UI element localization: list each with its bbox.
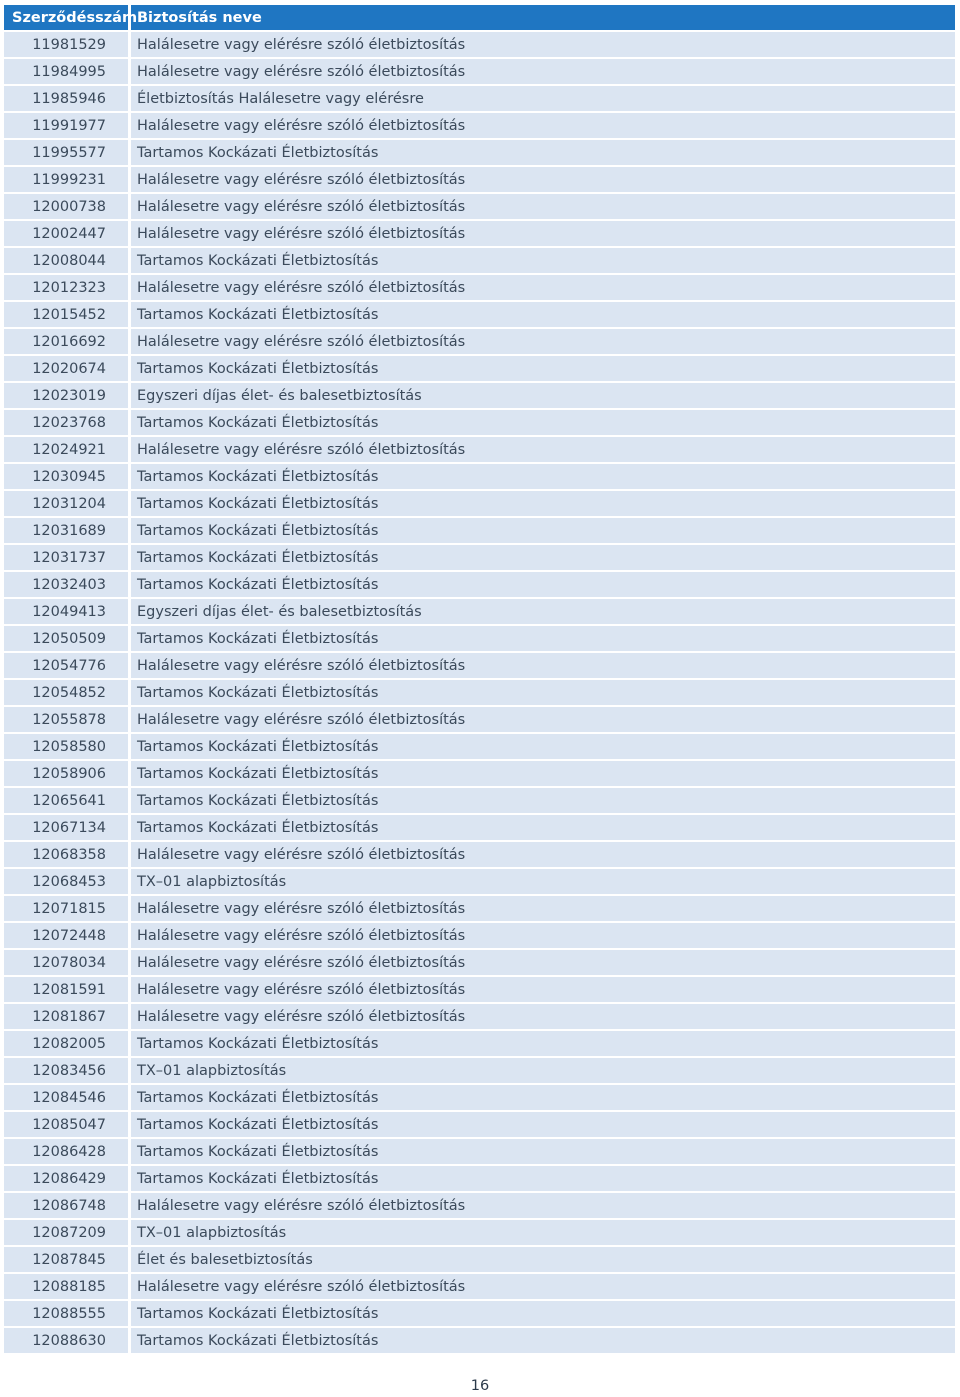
insurance-name-cell: Tartamos Kockázati Életbiztosítás (128, 788, 955, 813)
table-row (4, 437, 955, 462)
table-row (4, 383, 955, 408)
table-row (4, 815, 955, 840)
contract-number-cell: 12058906 (4, 761, 128, 786)
insurance-name-cell: Tartamos Kockázati Életbiztosítás (128, 1328, 955, 1353)
insurance-name-cell: Halálesetre vagy elérésre szóló életbiztosítás (128, 275, 955, 300)
contract-table (4, 3, 955, 1355)
contract-table-container (4, 3, 955, 1355)
insurance-name-cell: Tartamos Kockázati Életbiztosítás (128, 1166, 955, 1191)
table-row (4, 626, 955, 651)
contract-number-cell: 12085047 (4, 1112, 128, 1137)
table-row (4, 599, 955, 624)
contract-number-cell: 12031204 (4, 491, 128, 516)
contract-number-cell: 12002447 (4, 221, 128, 246)
contract-number-cell: 12058580 (4, 734, 128, 759)
insurance-name-cell: Tartamos Kockázati Életbiztosítás (128, 491, 955, 516)
insurance-name-cell: Halálesetre vagy elérésre szóló életbiztosítás (128, 707, 955, 732)
insurance-name-cell: TX–01 alapbiztosítás (128, 869, 955, 894)
contract-number-cell: 12015452 (4, 302, 128, 327)
insurance-name-cell: Halálesetre vagy elérésre szóló életbiztosítás (128, 1004, 955, 1029)
insurance-name-cell: Halálesetre vagy elérésre szóló életbiztosítás (128, 437, 955, 462)
insurance-name-cell: Tartamos Kockázati Életbiztosítás (128, 518, 955, 543)
table-row (4, 923, 955, 948)
contract-number-cell: 12065641 (4, 788, 128, 813)
page-number: 16 (470, 1378, 490, 1394)
insurance-name-cell: Egyszeri díjas élet- és balesetbiztosítás (128, 599, 955, 624)
table-row (4, 680, 955, 705)
table-row (4, 1301, 955, 1326)
table-row (4, 329, 955, 354)
column-header-insurance-name: Biztosítás neve (128, 5, 955, 30)
table-row (4, 1085, 955, 1110)
contract-number-cell: 12012323 (4, 275, 128, 300)
table-row (4, 1031, 955, 1056)
insurance-name-cell: Halálesetre vagy elérésre szóló életbiztosítás (128, 1193, 955, 1218)
table-row (4, 1004, 955, 1029)
table-row (4, 113, 955, 138)
insurance-name-cell: Halálesetre vagy elérésre szóló életbiztosítás (128, 842, 955, 867)
contract-number-cell: 11984995 (4, 59, 128, 84)
table-row (4, 32, 955, 57)
table-row (4, 1058, 955, 1083)
table-row (4, 275, 955, 300)
contract-number-cell: 12088630 (4, 1328, 128, 1353)
contract-number-cell: 12024921 (4, 437, 128, 462)
table-row (4, 1166, 955, 1191)
insurance-name-cell: Egyszeri díjas élet- és balesetbiztosítás (128, 383, 955, 408)
table-row (4, 977, 955, 1002)
contract-number-cell: 12067134 (4, 815, 128, 840)
header-row (4, 5, 955, 30)
contract-number-cell: 12086748 (4, 1193, 128, 1218)
contract-number-cell: 11999231 (4, 167, 128, 192)
contract-number-cell: 12050509 (4, 626, 128, 651)
insurance-name-cell: Halálesetre vagy elérésre szóló életbiztosítás (128, 32, 955, 57)
table-header (4, 5, 955, 30)
contract-number-cell: 12071815 (4, 896, 128, 921)
table-row (4, 572, 955, 597)
insurance-name-cell: Halálesetre vagy elérésre szóló életbiztosítás (128, 194, 955, 219)
insurance-name-cell: Tartamos Kockázati Életbiztosítás (128, 356, 955, 381)
insurance-name-cell: Tartamos Kockázati Életbiztosítás (128, 1031, 955, 1056)
contract-number-cell: 12016692 (4, 329, 128, 354)
insurance-name-cell: Tartamos Kockázati Életbiztosítás (128, 545, 955, 570)
table-row (4, 950, 955, 975)
contract-number-cell: 12055878 (4, 707, 128, 732)
insurance-name-cell: Halálesetre vagy elérésre szóló életbiztosítás (128, 896, 955, 921)
contract-number-cell: 12087209 (4, 1220, 128, 1245)
insurance-name-cell: Életbiztosítás Halálesetre vagy elérésre (128, 86, 955, 111)
insurance-name-cell: Tartamos Kockázati Életbiztosítás (128, 734, 955, 759)
contract-number-cell: 12008044 (4, 248, 128, 273)
contract-number-cell: 11995577 (4, 140, 128, 165)
insurance-name-cell: Élet és balesetbiztosítás (128, 1247, 955, 1272)
table-row (4, 167, 955, 192)
insurance-name-cell: Tartamos Kockázati Életbiztosítás (128, 626, 955, 651)
table-row (4, 491, 955, 516)
contract-number-cell: 12023019 (4, 383, 128, 408)
table-row (4, 86, 955, 111)
table-row (4, 1220, 955, 1245)
contract-number-cell: 12068358 (4, 842, 128, 867)
contract-number-cell: 12054852 (4, 680, 128, 705)
insurance-name-cell: Halálesetre vagy elérésre szóló életbiztosítás (128, 221, 955, 246)
insurance-name-cell: Tartamos Kockázati Életbiztosítás (128, 761, 955, 786)
contract-number-cell: 11981529 (4, 32, 128, 57)
contract-number-cell: 12078034 (4, 950, 128, 975)
insurance-name-cell: Tartamos Kockázati Életbiztosítás (128, 815, 955, 840)
insurance-name-cell: Tartamos Kockázati Életbiztosítás (128, 410, 955, 435)
table-row (4, 1247, 955, 1272)
table-row (4, 545, 955, 570)
insurance-name-cell: Tartamos Kockázati Életbiztosítás (128, 572, 955, 597)
contract-number-cell: 12030945 (4, 464, 128, 489)
table-row (4, 194, 955, 219)
table-row (4, 707, 955, 732)
insurance-name-cell: Tartamos Kockázati Életbiztosítás (128, 1139, 955, 1164)
table-row (4, 869, 955, 894)
contract-number-cell: 12023768 (4, 410, 128, 435)
contract-number-cell: 12087845 (4, 1247, 128, 1272)
contract-number-cell: 12081867 (4, 1004, 128, 1029)
insurance-name-cell: Halálesetre vagy elérésre szóló életbiztosítás (128, 923, 955, 948)
table-row (4, 59, 955, 84)
column-header-contract-number: Szerződésszám (4, 5, 128, 30)
contract-number-cell: 12088185 (4, 1274, 128, 1299)
insurance-name-cell: Halálesetre vagy elérésre szóló életbiztosítás (128, 167, 955, 192)
contract-number-cell: 11985946 (4, 86, 128, 111)
insurance-name-cell: Tartamos Kockázati Életbiztosítás (128, 248, 955, 273)
table-row (4, 842, 955, 867)
contract-number-cell: 12086428 (4, 1139, 128, 1164)
insurance-name-cell: Halálesetre vagy elérésre szóló életbiztosítás (128, 653, 955, 678)
contract-number-cell: 12082005 (4, 1031, 128, 1056)
table-row (4, 1139, 955, 1164)
insurance-name-cell: Tartamos Kockázati Életbiztosítás (128, 1085, 955, 1110)
insurance-name-cell: Tartamos Kockázati Életbiztosítás (128, 1112, 955, 1137)
table-row (4, 464, 955, 489)
table-row (4, 1274, 955, 1299)
table-row (4, 140, 955, 165)
contract-number-cell: 12083456 (4, 1058, 128, 1083)
table-body (4, 32, 955, 1353)
contract-number-cell: 12049413 (4, 599, 128, 624)
table-row (4, 302, 955, 327)
contract-number-cell: 12072448 (4, 923, 128, 948)
insurance-name-cell: Halálesetre vagy elérésre szóló életbiztosítás (128, 329, 955, 354)
contract-number-cell: 12081591 (4, 977, 128, 1002)
contract-number-cell: 12000738 (4, 194, 128, 219)
contract-number-cell: 12068453 (4, 869, 128, 894)
table-row (4, 221, 955, 246)
insurance-name-cell: Halálesetre vagy elérésre szóló életbiztosítás (128, 113, 955, 138)
contract-number-cell: 12084546 (4, 1085, 128, 1110)
table-row (4, 410, 955, 435)
contract-number-cell: 12031689 (4, 518, 128, 543)
table-row (4, 356, 955, 381)
contract-number-cell: 12088555 (4, 1301, 128, 1326)
table-row (4, 788, 955, 813)
table-row (4, 1193, 955, 1218)
contract-number-cell: 12054776 (4, 653, 128, 678)
table-row (4, 761, 955, 786)
table-row (4, 1112, 955, 1137)
insurance-name-cell: Halálesetre vagy elérésre szóló életbiztosítás (128, 977, 955, 1002)
insurance-name-cell: TX–01 alapbiztosítás (128, 1220, 955, 1245)
table-row (4, 518, 955, 543)
table-row (4, 248, 955, 273)
insurance-name-cell: Tartamos Kockázati Életbiztosítás (128, 140, 955, 165)
table-row (4, 1328, 955, 1353)
contract-number-cell: 12020674 (4, 356, 128, 381)
insurance-name-cell: Halálesetre vagy elérésre szóló életbiztosítás (128, 1274, 955, 1299)
table-row (4, 896, 955, 921)
table-row (4, 653, 955, 678)
insurance-name-cell: Halálesetre vagy elérésre szóló életbiztosítás (128, 950, 955, 975)
insurance-name-cell: Tartamos Kockázati Életbiztosítás (128, 464, 955, 489)
insurance-name-cell: Tartamos Kockázati Életbiztosítás (128, 1301, 955, 1326)
insurance-name-cell: Halálesetre vagy elérésre szóló életbiztosítás (128, 59, 955, 84)
contract-number-cell: 12031737 (4, 545, 128, 570)
contract-number-cell: 12086429 (4, 1166, 128, 1191)
contract-number-cell: 12032403 (4, 572, 128, 597)
insurance-name-cell: Tartamos Kockázati Életbiztosítás (128, 680, 955, 705)
insurance-name-cell: Tartamos Kockázati Életbiztosítás (128, 302, 955, 327)
insurance-name-cell: TX–01 alapbiztosítás (128, 1058, 955, 1083)
contract-number-cell: 11991977 (4, 113, 128, 138)
table-row (4, 734, 955, 759)
